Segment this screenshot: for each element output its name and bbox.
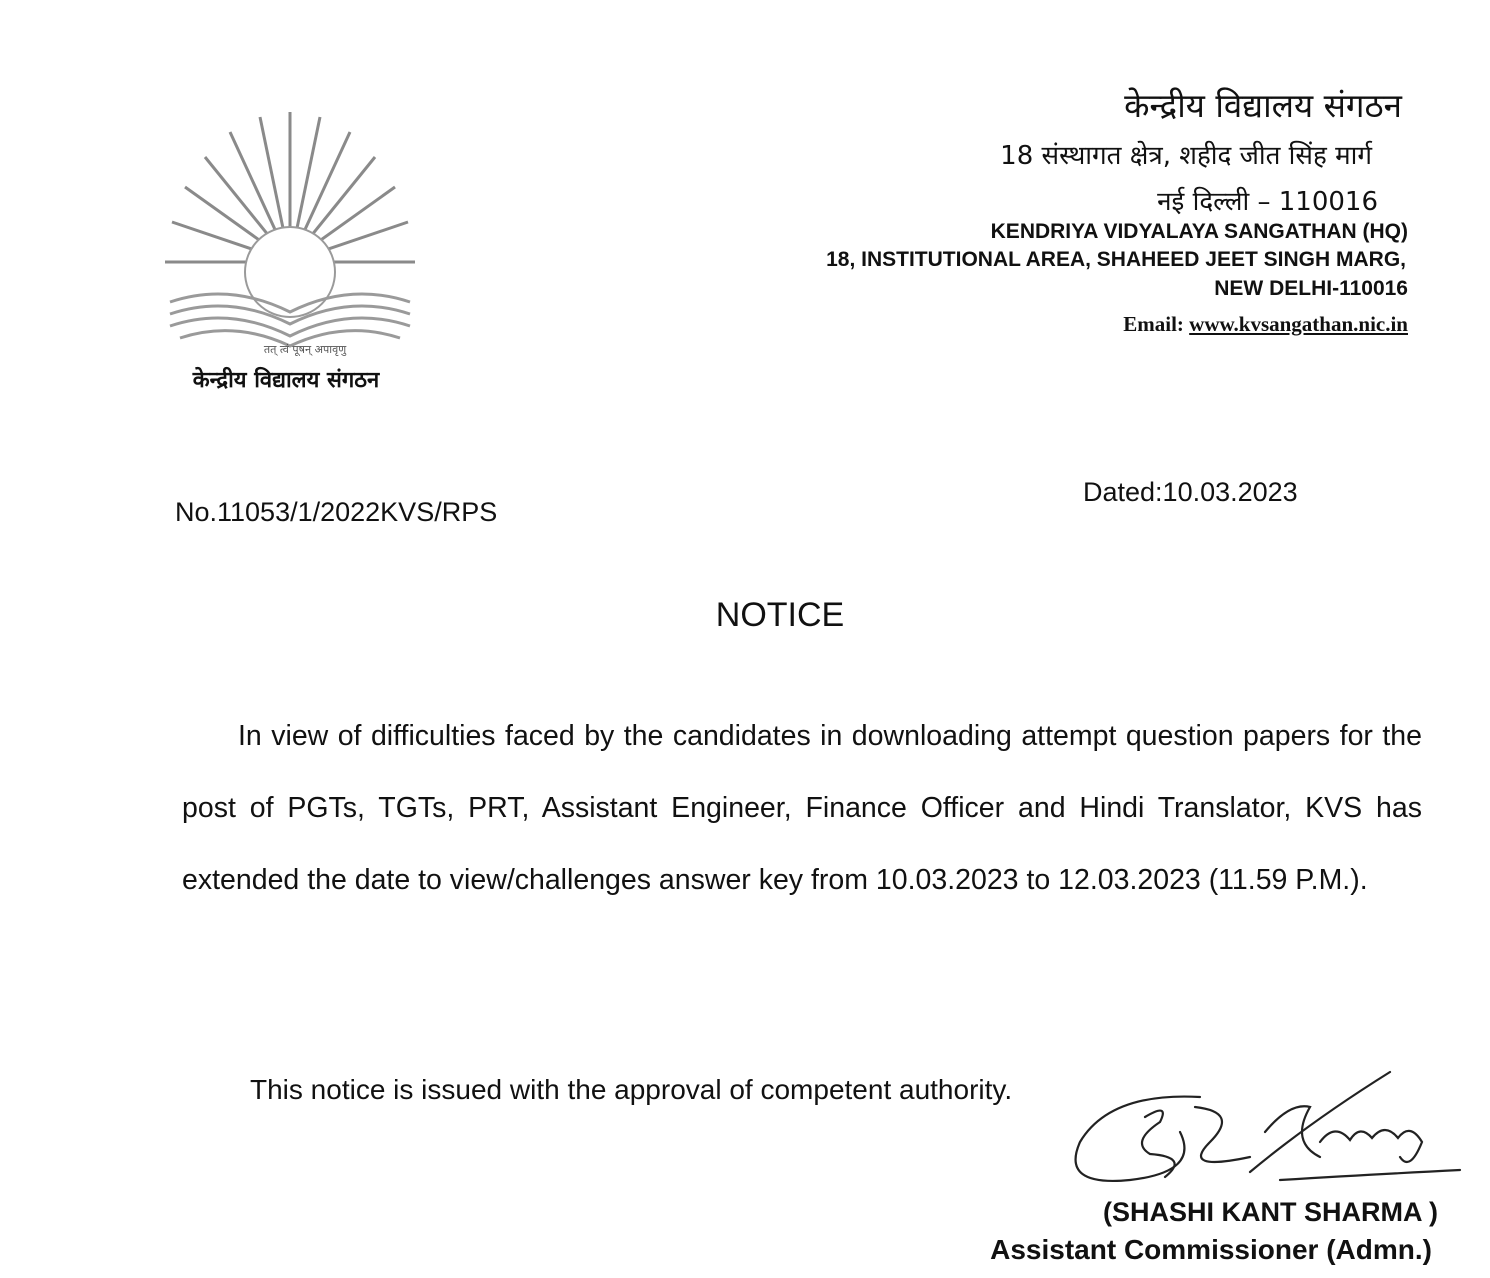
notice-body-text: In view of difficulties faced by the candidates in downloading attempt question papers for the post of PGTs, TGTs, PRT, Assistant Engineer, Finance Officer and Hindi Translator, KVS has extended the date to view/challenges answer key from 10.03.2023 to 12.03.2023 (11.59 P.M.). [182, 720, 1422, 896]
header-hindi-name: केन्द्रीय विद्यालय संगठन [1124, 86, 1402, 125]
signer-name: (SHASHI KANT SHARMA ) [1103, 1197, 1438, 1227]
signer-designation: Assistant Commissioner (Admn.) [990, 1234, 1432, 1265]
header-english-address-1: 18, INSTITUTIONAL AREA, SHAHEED JEET SINGH MARG, [826, 248, 1406, 271]
logo-name: केन्द्रीय विद्यालय संगठन [192, 368, 380, 393]
signature [1050, 1062, 1470, 1212]
header-email [1123, 312, 1408, 337]
header-english-address-2: NEW DELHI-110016 [1214, 277, 1408, 300]
header-english-name: KENDRIYA VIDYALAYA SANGATHAN (HQ) [990, 220, 1408, 243]
email-label: Email: [1123, 312, 1190, 336]
logo-motto: तत् त्वं पूषन् अपावृणु [263, 343, 347, 356]
header-hindi-address-2: नई दिल्ली – 110016 [1157, 187, 1378, 217]
closing-line: This notice is issued with the approval of competent authority. [250, 1074, 1013, 1105]
reference-number: No.11053/1/2022KVS/RPS [175, 497, 498, 527]
notice-body [182, 700, 1422, 916]
header-hindi-address-1: 18 संस्थागत क्षेत्र, शहीद जीत सिंह मार्ग [1000, 141, 1372, 171]
email-link[interactable]: www.kvsangathan.nic.in [1189, 312, 1408, 336]
date: Dated:10.03.2023 [1083, 477, 1298, 507]
notice-title: NOTICE [715, 596, 845, 634]
